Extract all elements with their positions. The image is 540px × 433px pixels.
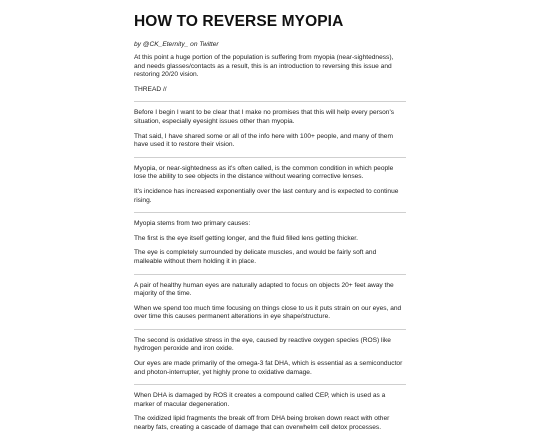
section-focus [134,282,406,322]
paragraph: When we spend too much time focusing on things close to us it puts strain on our eyes, and over time this causes permanent alterations in eye shape/structure. [134,304,402,321]
section-divider [134,384,406,385]
section-causes [134,220,406,266]
paragraph: Before I begin I want to be clear that I make no promises that this will help every person's situation, especially eyesight issues other than myopia. [134,109,395,125]
section-divider [134,101,406,102]
paragraph: The second is oxidative stress in the eye, caused by reactive oxygen species (ROS) like hydrogen peroxide and iron oxide. [134,336,391,353]
paragraph: The oxidized lipid fragments the break off from DHA being broken down react with other nearby fats, creating a cascade of damage that can overwhelm cell detox processes. [134,415,390,432]
article-byline: by @CK_Eternity_ on Twitter [134,41,219,48]
paragraph: That said, I have shared some or all of the info here with 100+ people, and many of them have used it to restore their vision. [134,132,393,149]
paragraph: At this point a huge portion of the population is suffering from myopia (near-sightedness), and needs glasses/contacts as a result, this is an introduction to reversing this issue and restoring 20/20 vision. [134,54,394,79]
paragraph: The eye is completely surrounded by delicate muscles, and would be fairly soft and malleable without them holding it in place. [134,249,377,265]
section-divider [134,274,406,275]
paragraph: Myopia, or near-sightedness as it's often called, is the common condition in which people lose the ability to see objects in the distance without wearing corrective lenses. [134,164,394,181]
paragraph: It's incidence has increased exponentially over the last century and is expected to continue rising. [134,187,399,204]
paragraph: THREAD // [134,85,167,93]
section-disclaimer [134,109,406,149]
section-dha-damage [134,392,406,432]
article [134,0,406,433]
article-title: HOW TO REVERSE MYOPIA [134,13,344,30]
section-definition [134,165,406,205]
section-oxidative-stress [134,337,406,377]
paragraph: Myopia stems from two primary causes: [134,220,251,228]
section-divider [134,157,406,158]
paragraph: A pair of healthy human eyes are naturally adapted to focus on objects 20+ feet away the majority of the time. [134,281,394,298]
paragraph: Our eyes are made primarily of the omega-3 fat DHA, which is essential as a semiconductor and photon-interrupter, yet highly prone to oxidative damage. [134,360,403,376]
paragraph: The first is the eye itself getting longer, and the fluid filled lens getting thicker. [134,234,358,242]
section-intro [134,54,406,94]
section-divider [134,212,406,213]
section-divider [134,329,406,330]
paragraph: When DHA is damaged by ROS it creates a compound called CEP, which is used as a marker of macular degeneration. [134,392,386,408]
